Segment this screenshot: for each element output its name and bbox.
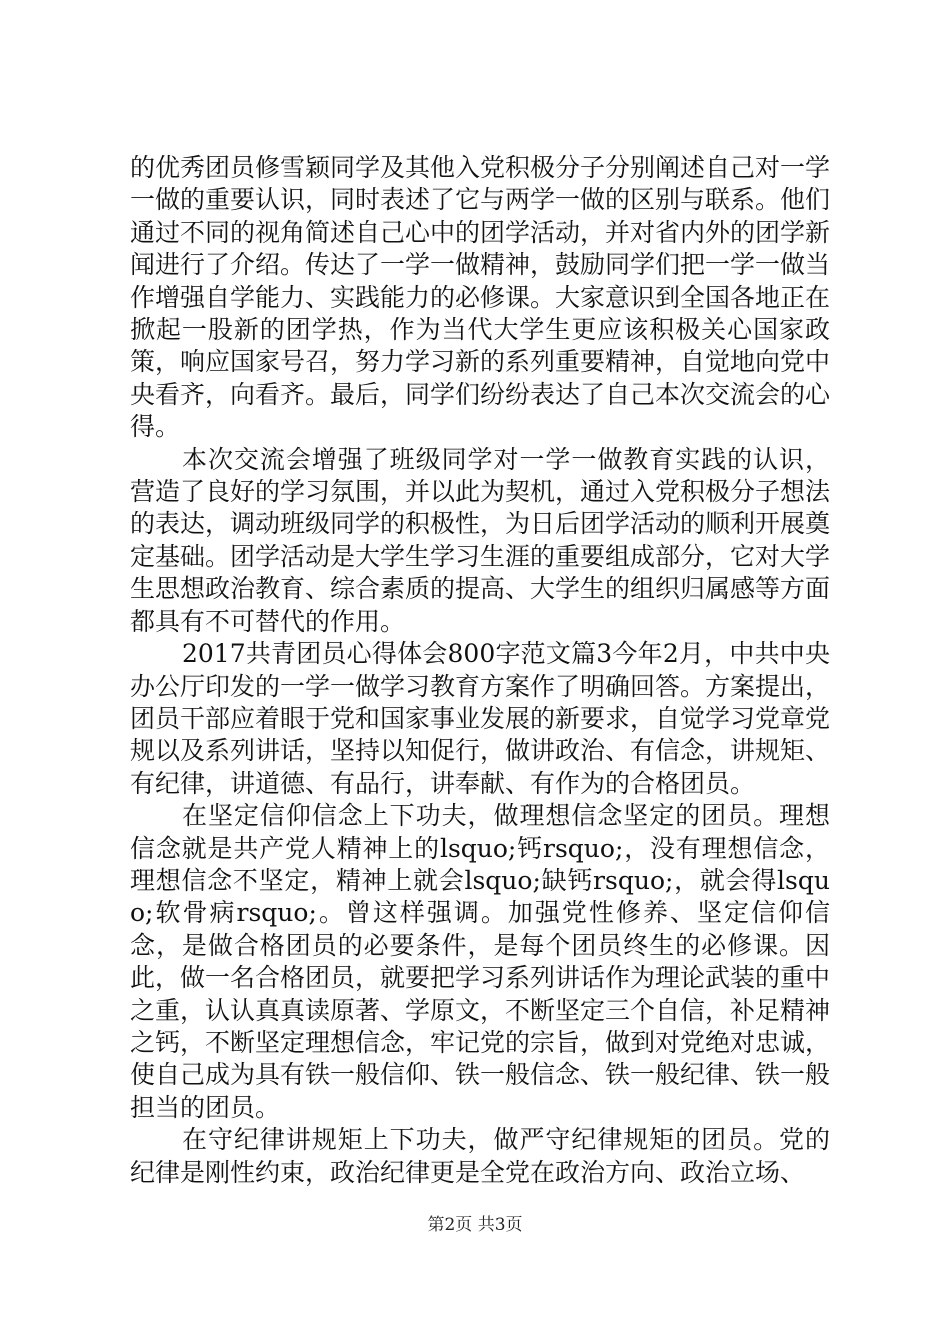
document-body [130,152,830,1189]
paragraph: 本次交流会增强了班级同学对一学一做教育实践的认识，营造了良好的学习氛围，并以此为契机，通过入党积极分子想法的表达，调动班级同学的积极性，为日后团学活动的顺利开展奠定基础。团学活动是大学生学习生涯的重要组成部分，它对大学生思想政治教育、综合素质的提高、大学生的组织归属感等方面都具有不可替代的作用。 [130,444,831,636]
page-number-footer: 第2页 共3页 [427,1215,523,1235]
paragraph: 在守纪律讲规矩上下功夫，做严守纪律规矩的团员。党的纪律是刚性约束，政治纪律更是全党在政治方向、政治立场、 [130,1125,830,1187]
paragraph: 2017共青团员心得体会800字范文篇3今年2月，中共中央办公厅印发的一学一做学习教育方案作了明确回答。方案提出，团员干部应着眼于党和国家事业发展的新要求，自觉学习党章党规以及系列讲话，坚持以知促行，做讲政治、有信念，讲规矩、有纪律，讲道德、有品行，讲奉献、有作为的合格团员。 [130,639,831,798]
paragraph-continued: 的优秀团员修雪颖同学及其他入党积极分子分别阐述自己对一学一做的重要认识，同时表述了它与两学一做的区别与联系。他们通过不同的视角简述自己心中的团学活动，并对省内外的团学新闻进行了介绍。传达了一学一做精神，鼓励同学们把一学一做当作增强自学能力、实践能力的必修课。大家意识到全国各地正在掀起一股新的团学热，作为当代大学生更应该积极关心国家政策，响应国家号召，努力学习新的系列重要精神，自觉地向党中央看齐，向看齐。最后，同学们纷纷表达了自己本次交流会的心得。 [130,153,831,442]
paragraph: 在坚定信仰信念上下功夫，做理想信念坚定的团员。理想信念就是共产党人精神上的lsquo;钙rsquo;，没有理想信念，理想信念不坚定，精神上就会lsquo;缺钙rsquo;，就会得lsquo;软骨病rsquo;。曾这样强调。加强党性修养、坚定信仰信念，是做合格团员的必要条件，是每个团员终生的必修课。因此，做一名合格团员，就要把学习系列讲话作为理论武装的重中之重，认认真真读原著、学原文，不断坚定三个自信，补足精神之钙，不断坚定理想信念，牢记党的宗旨，做到对党绝对忠诚，使自己成为具有铁一般信仰、铁一般信念、铁一般纪律、铁一般担当的团员。 [130,801,831,1122]
